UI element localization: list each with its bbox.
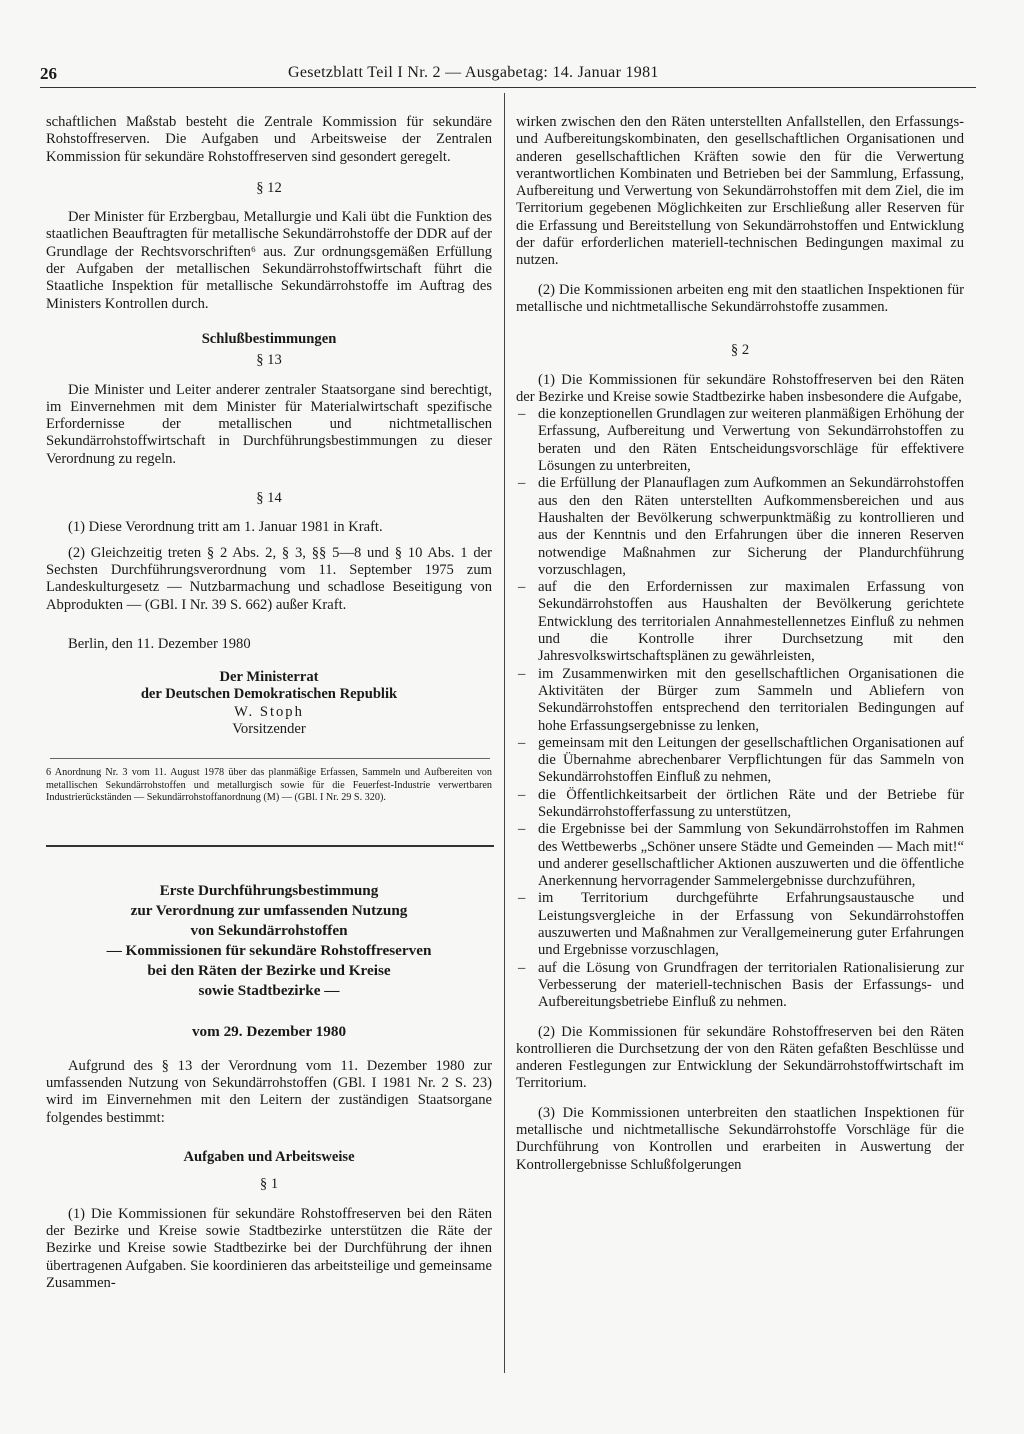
- list-item: – die Ergebnisse bei der Sammlung von Sekundärrohstoffen im Rahmen des Wettbewerbs „Schöner unsere Städte und Gemeinden — Mach mit!“ und anderer gesellschaftlicher Aktionen auszuwerten und die öffentliche Anerkennung hervorragender Sammelergebnisse durchzuführen,: [516, 821, 964, 890]
- section-heading-12: § 12: [256, 179, 282, 196]
- task-list: [516, 406, 964, 1011]
- signatory-role: Vorsitzender: [232, 721, 306, 738]
- section-1-paragraph-2: (2) Die Kommissionen arbeiten eng mit den staatlichen Inspektionen für metallische und nichtmetallische Sekundärrohstoffe zusammen.: [516, 281, 964, 315]
- paragraph-continued-right: wirken zwischen den den Räten unterstellten Anfallstellen, den Erfassungs- und Aufbereitungskombinaten, den gesellschaftlichen Organisationen und anderen gesellschaftlichen Kräften sowie den für die Verwertung verantwortlichen Kombinaten und Betrieben bei der Sammlung, Erfassung, Aufbereitung und Verwertung von Sekundärrohstoffen mit dem Ziel, die im Territorium gegebenen Möglichkeiten zur Erschließung aller Reserven für die Erfassung und Bereitstellung von Sekundärrohstoffen und Entwicklung der dafür erforderlichen materiell-technischen Bedingungen maximal zu nutzen.: [516, 114, 964, 269]
- right-column: [516, 114, 964, 1174]
- footnote-6: 6 Anordnung Nr. 3 vom 11. August 1978 über das planmäßige Erfassen, Sammeln und Aufbereiten von metallischen Sekundärrohstoffen und metallurgisch sowie für die Feuerfest-Industrie verwertbaren Industrierückständen — Sekundärrohstoffanordnung (M) — (GBl. I Nr. 29 S. 320).: [46, 767, 492, 804]
- footnote-rule: [50, 758, 490, 759]
- title-line: sowie Stadtbezirke —: [198, 981, 340, 999]
- title-line: bei den Räten der Bezirke und Kreise: [147, 961, 391, 979]
- title-line: Erste Durchführungsbestimmung: [159, 881, 379, 899]
- section-12-text: Der Minister für Erzbergbau, Metallurgie und Kali übt die Funktion des staatlichen Beauftragten für metallische Sekundärrohstoffe der DDR auf der Grundlage der Rechtsvorschriften⁶ aus. Zur ordnungsgemäßen Erfüllung der Aufgaben der metallischen Sekundärrohstoffwirtschaft führt die Staatliche Inspektion für metallische Sekundärrohstoffe im Auftrag des Ministers Kontrollen durch.: [46, 209, 492, 312]
- section-13-text: Die Minister und Leiter anderer zentraler Staatsorgane sind berechtigt, im Einvernehmen mit dem Minister für Materialwirtschaft spezifische Erfordernisse der metallischen und nichtmetallischen Sekundärrohstoffwirtschaft in Durchführungsbestimmungen zu dieser Verordnung zu regeln.: [46, 381, 492, 467]
- running-head: Gesetzblatt Teil I Nr. 2 — Ausgabetag: 14. Januar 1981: [288, 64, 659, 81]
- section-heading-14: § 14: [256, 490, 282, 507]
- schlussbestimmungen-heading: Schlußbestimmungen: [201, 330, 337, 347]
- left-column: [46, 114, 492, 1292]
- page-header: [40, 62, 976, 92]
- section-heading-1: § 1: [259, 1176, 279, 1193]
- list-item: – im Zusammenwirken mit den gesellschaftlichen Organisationen die Aktivitäten der Bürger zum Sammeln und Abliefern von Sekundärrohstoffen entsprechend den territorialen Bedingungen auf hohe Erfassungsergebnisse zu lenken,: [516, 666, 964, 735]
- section-1-paragraph-1: (1) Die Kommissionen für sekundäre Rohstoffreserven bei den Räten der Bezirke und Kreise sowie Stadtbezirke unterstützen die Räte der Bezirke und Kreise sowie Stadtbezirke bei der Durchführung der ihnen übertragenen Aufgaben. Sie koordinieren das arbeitsteilige und gemeinsame Zusammen-: [46, 1205, 492, 1291]
- list-item: – auf die den Erfordernissen zur maximalen Erfassung von Sekundärrohstoffen aus Haushalten der Bevölkerung gerichtete Entwicklung des territorialen Annahmestellennetzes Einfluß zu nehmen und die Kontrolle ihrer Durchsetzung mit den Jahresvolkswirtschaftsplänen zu gewährleisten,: [516, 579, 964, 665]
- preamble: Aufgrund des § 13 der Verordnung vom 11. Dezember 1980 zur umfassenden Nutzung von Sekundärrohstoffen (GBl. I 1981 Nr. 2 S. 23) wird im Einvernehmen mit den Leitern der zuständigen Staatsorgane folgendes bestimmt:: [46, 1057, 492, 1126]
- signature-line-2: der Deutschen Demokratischen Republik: [140, 686, 398, 703]
- list-item: – die Erfüllung der Planauflagen zum Aufkommen an Sekundärrohstoffen aus den den Räten unterstellten Aufkommensbereichen und aus Haushalten der Bevölkerung schwerpunktmäßig zu kontrollieren und aus der Kenntnis und den Erfahrungen über die inneren Reserven notwendige Maßnahmen zur Sicherung der Plandurchführung vorzuschlagen,: [516, 475, 964, 579]
- section-14-paragraph-2: (2) Gleichzeitig treten § 2 Abs. 2, § 3, §§ 5—8 und § 10 Abs. 1 der Sechsten Durchführungsverordnung vom 11. September 1975 zum Landeskulturgesetz — Nutzbarmachung und schadlose Beseitigung von Abprodukten — (GBl. I Nr. 39 S. 662) außer Kraft.: [46, 544, 492, 613]
- section-2-paragraph-3: (3) Die Kommissionen unterbreiten den staatlichen Inspektionen für metallische und nichtmetallische Sekundärrohstoffe Vorschläge für die Durchführung von Kontrollen und erarbeiten in Auswertung der Kontrollergebnisse Schlußfolgerungen: [516, 1104, 964, 1173]
- signatory-name: W. Stoph: [234, 703, 304, 720]
- title-line: von Sekundärrohstoffen: [190, 921, 348, 939]
- document-date: vom 29. Dezember 1980: [191, 1022, 347, 1040]
- list-item: – im Territorium durchgeführte Erfahrungsaustausche und Leistungsvergleiche in der Erfassung von Sekundärrohstoffen auszuwerten und Maßnahmen zur Verallgemeinerung guter Erfahrungen und Ergebnisse vorzuschlagen,: [516, 890, 964, 959]
- section-14-paragraph-1: (1) Diese Verordnung tritt am 1. Januar 1981 in Kraft.: [68, 519, 383, 536]
- column-divider: [504, 93, 505, 1373]
- aufgaben-heading: Aufgaben und Arbeitsweise: [183, 1149, 355, 1166]
- signature-line-1: Der Ministerrat: [219, 669, 319, 686]
- place-date: Berlin, den 11. Dezember 1980: [68, 635, 251, 652]
- list-item: – gemeinsam mit den Leitungen der gesellschaftlichen Organisationen auf die Übernahme abrechenbarer Verpflichtungen für das Sammeln von Sekundärrohstoffen Einfluß zu nehmen,: [516, 735, 964, 787]
- title-line: zur Verordnung zur umfassenden Nutzung: [130, 901, 408, 919]
- signature-block: [46, 669, 492, 738]
- document-divider: [46, 845, 494, 847]
- list-item: – die konzeptionellen Grundlagen zur weiteren planmäßigen Erhöhung der Erfassung, Aufbereitung und Verwertung von Sekundärrohstoffen zu beraten und den Räten Entscheidungsvorschläge für effektivere Lösungen zu unterbreiten,: [516, 406, 964, 475]
- header-rule: [40, 87, 976, 88]
- section-heading-13: § 13: [256, 352, 282, 369]
- section-2-paragraph-2: (2) Die Kommissionen für sekundäre Rohstoffreserven bei den Räten kontrollieren die Durchsetzung der von den Räten gefaßten Beschlüsse und anderen Festlegungen zur Entwicklung der Sekundärrohstoffwirtschaft im Territorium.: [516, 1023, 964, 1092]
- list-item: – auf die Lösung von Grundfragen der territorialen Rationalisierung zur Verbesserung der materiell-technischen Basis der Erfassungs- und Aufbereitungsbetriebe Einfluß zu nehmen.: [516, 960, 964, 1012]
- title-line: — Kommissionen für sekundäre Rohstoffreserven: [106, 941, 432, 959]
- document-title: [46, 881, 492, 1001]
- page-number: 26: [40, 64, 57, 83]
- section-2-paragraph-1: (1) Die Kommissionen für sekundäre Rohstoffreserven bei den Räten der Bezirke und Kreise sowie Stadtbezirke haben insbesondere die Aufgabe,: [516, 371, 964, 405]
- paragraph-continued: schaftlichen Maßstab besteht die Zentrale Kommission für sekundäre Rohstoffreserven. Die Aufgaben und Arbeitsweise der Zentralen Kommission für sekundäre Rohstoffreserven sind gesondert geregelt.: [46, 114, 492, 165]
- list-item: – die Öffentlichkeitsarbeit der örtlichen Räte und der Betriebe für Sekundärrohstofferfassung zu unterstützen,: [516, 787, 964, 822]
- section-heading-2: § 2: [730, 342, 750, 359]
